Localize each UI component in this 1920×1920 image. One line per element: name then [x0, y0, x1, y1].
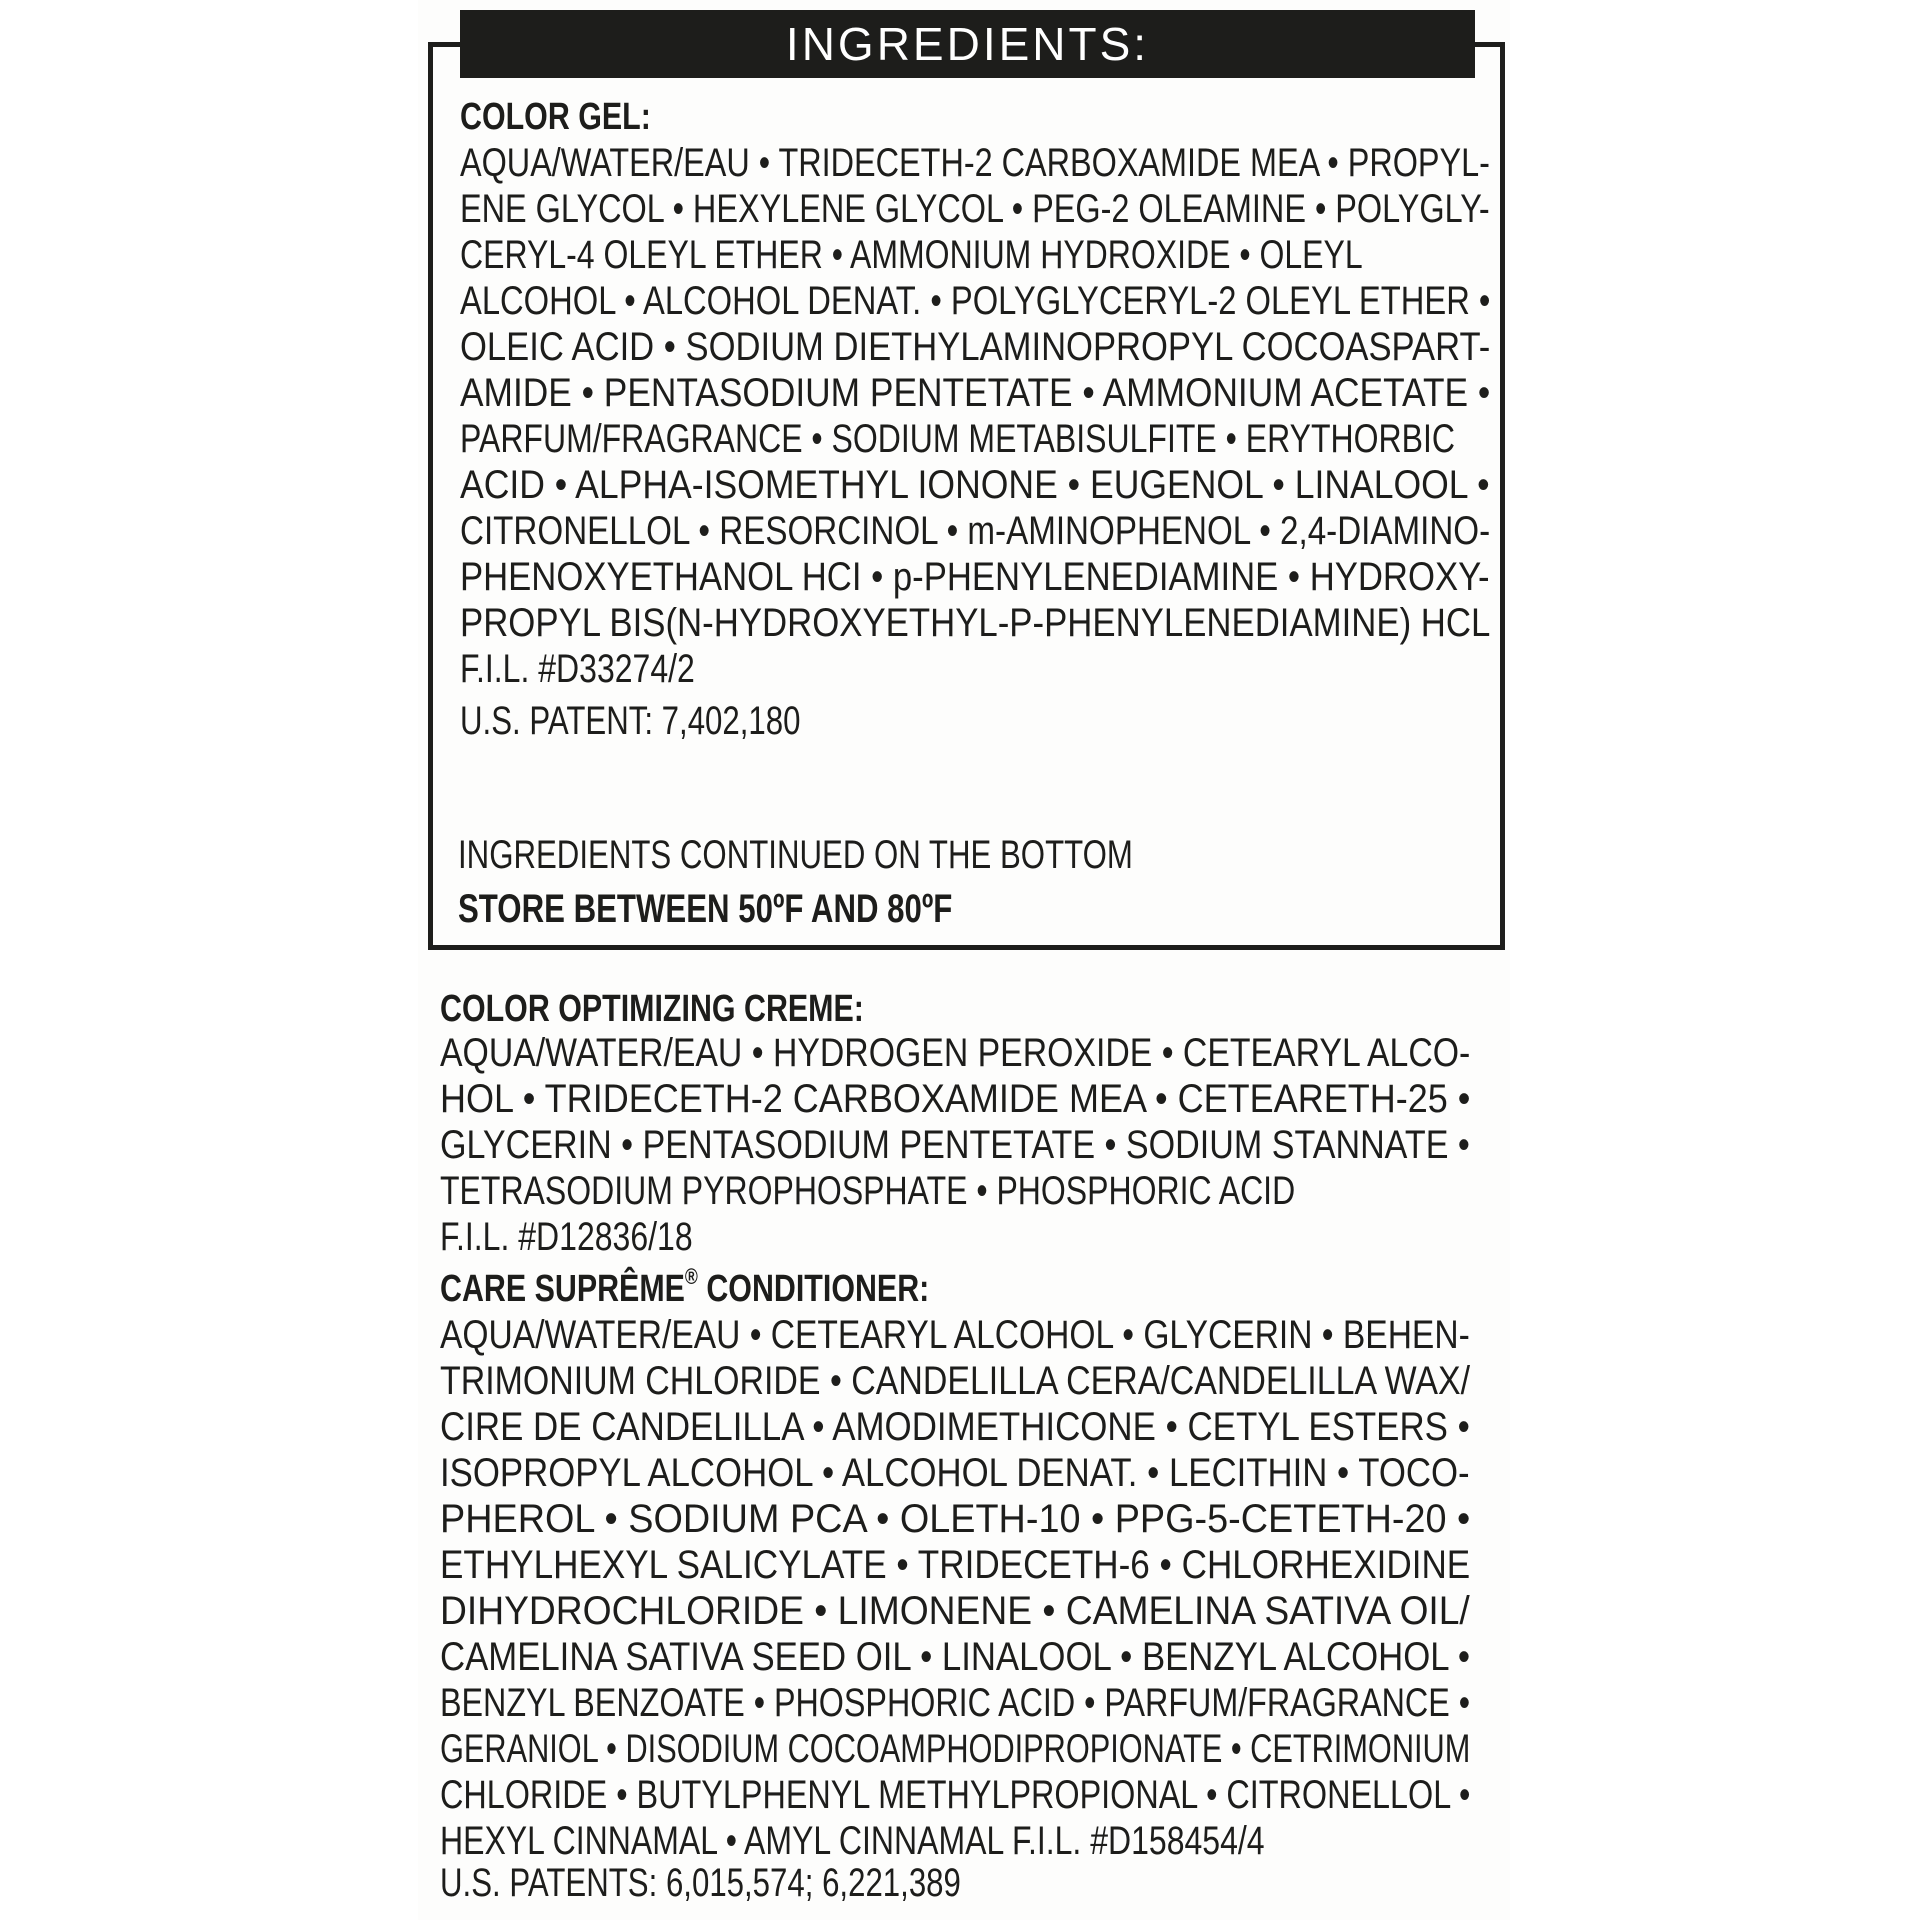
- registered-mark: ®: [684, 1264, 698, 1289]
- ingredient-line: AQUA/WATER/EAU • HYDROGEN PEROXIDE • CETEARYL ALCO-: [440, 1031, 1471, 1075]
- ingredient-line: CIRE DE CANDELILLA • AMODIMETHICONE • CETYL ESTERS •: [440, 1405, 1470, 1449]
- ingredient-line: HEXYL CINNAMAL • AMYL CINNAMAL F.I.L. #D158454/4: [440, 1819, 1265, 1863]
- ingredient-line: AMIDE • PENTASODIUM PENTETATE • AMMONIUM ACETATE •: [460, 371, 1491, 415]
- ingredient-line: CITRONELLOL • RESORCINOL • m-AMINOPHENOL • 2,4-DIAMINO-: [460, 509, 1491, 553]
- ingredient-line: ENE GLYCOL • HEXYLENE GLYCOL • PEG-2 OLEAMINE • POLYGLY-: [460, 187, 1490, 231]
- ingredient-line: CERYL-4 OLEYL ETHER • AMMONIUM HYDROXIDE • OLEYL: [460, 233, 1363, 277]
- ingredient-line: DIHYDROCHLORIDE • LIMONENE • CAMELINA SATIVA OIL/: [440, 1589, 1470, 1633]
- ingredient-line: ETHYLHEXYL SALICYLATE • TRIDECETH-6 • CHLORHEXIDINE: [440, 1543, 1471, 1587]
- conditioner-patents: U.S. PATENTS: 6,015,574; 6,221,389: [440, 1861, 961, 1905]
- color-gel-patent: U.S. PATENT: 7,402,180: [460, 699, 801, 743]
- ingredient-line: CAMELINA SATIVA SEED OIL • LINALOOL • BENZYL ALCOHOL •: [440, 1635, 1471, 1679]
- ingredient-line: BENZYL BENZOATE • PHOSPHORIC ACID • PARFUM/FRAGRANCE •: [440, 1681, 1470, 1725]
- color-gel-heading: COLOR GEL:: [460, 96, 651, 138]
- ingredient-line: GLYCERIN • PENTASODIUM PENTETATE • SODIUM STANNATE •: [440, 1123, 1470, 1167]
- conditioner-heading-suffix: CONDITIONER:: [697, 1268, 930, 1310]
- conditioner-heading: [440, 1264, 930, 1311]
- ingredient-line: TETRASODIUM PYROPHOSPHATE • PHOSPHORIC ACID: [440, 1169, 1296, 1213]
- conditioner-heading-brand: CARE SUPRÊME: [440, 1268, 685, 1310]
- ingredient-line: PROPYL BIS(N-HYDROXYETHYL-P-PHENYLENEDIAMINE) HCL: [460, 601, 1491, 645]
- ingredient-line: CHLORIDE • BUTYLPHENYL METHYLPROPIONAL • CITRONELLOL •: [440, 1773, 1471, 1817]
- ingredient-line: HOL • TRIDECETH-2 CARBOXAMIDE MEA • CETEARETH-25 •: [440, 1077, 1471, 1121]
- ingredient-line: AQUA/WATER/EAU • CETEARYL ALCOHOL • GLYCERIN • BEHEN-: [440, 1313, 1470, 1357]
- creme-heading: COLOR OPTIMIZING CREME:: [440, 988, 864, 1030]
- ingredient-line: PARFUM/FRAGRANCE • SODIUM METABISULFITE • ERYTHORBIC: [460, 417, 1455, 461]
- ingredients-title: INGREDIENTS:: [785, 18, 1150, 70]
- storage-instruction: STORE BETWEEN 50ºF AND 80ºF: [458, 887, 953, 931]
- ingredient-line: ISOPROPYL ALCOHOL • ALCOHOL DENAT. • LECITHIN • TOCO-: [440, 1451, 1470, 1495]
- ingredient-line: AQUA/WATER/EAU • TRIDECETH-2 CARBOXAMIDE MEA • PROPYL-: [460, 141, 1490, 185]
- ingredients-continued-note: INGREDIENTS CONTINUED ON THE BOTTOM: [458, 833, 1133, 877]
- ingredient-line: TRIMONIUM CHLORIDE • CANDELILLA CERA/CANDELILLA WAX/: [440, 1359, 1471, 1403]
- ingredient-line: ALCOHOL • ALCOHOL DENAT. • POLYGLYCERYL-2 OLEYL ETHER •: [460, 279, 1491, 323]
- ingredient-line: PHEROL • SODIUM PCA • OLETH-10 • PPG-5-CETETH-20 •: [440, 1497, 1471, 1541]
- ingredient-line: PHENOXYETHANOL HCI • p-PHENYLENEDIAMINE • HYDROXY-: [460, 555, 1490, 599]
- ingredient-line: ACID • ALPHA-ISOMETHYL IONONE • EUGENOL • LINALOOL •: [460, 463, 1490, 507]
- ingredient-line: F.I.L. #D33274/2: [460, 647, 695, 691]
- ingredient-line: OLEIC ACID • SODIUM DIETHYLAMINOPROPYL COCOASPART-: [460, 325, 1491, 369]
- ingredient-line: F.I.L. #D12836/18: [440, 1215, 693, 1259]
- ingredients-header-bar: [460, 10, 1475, 78]
- ingredient-line: GERANIOL • DISODIUM COCOAMPHODIPROPIONATE • CETRIMONIUM: [440, 1727, 1471, 1771]
